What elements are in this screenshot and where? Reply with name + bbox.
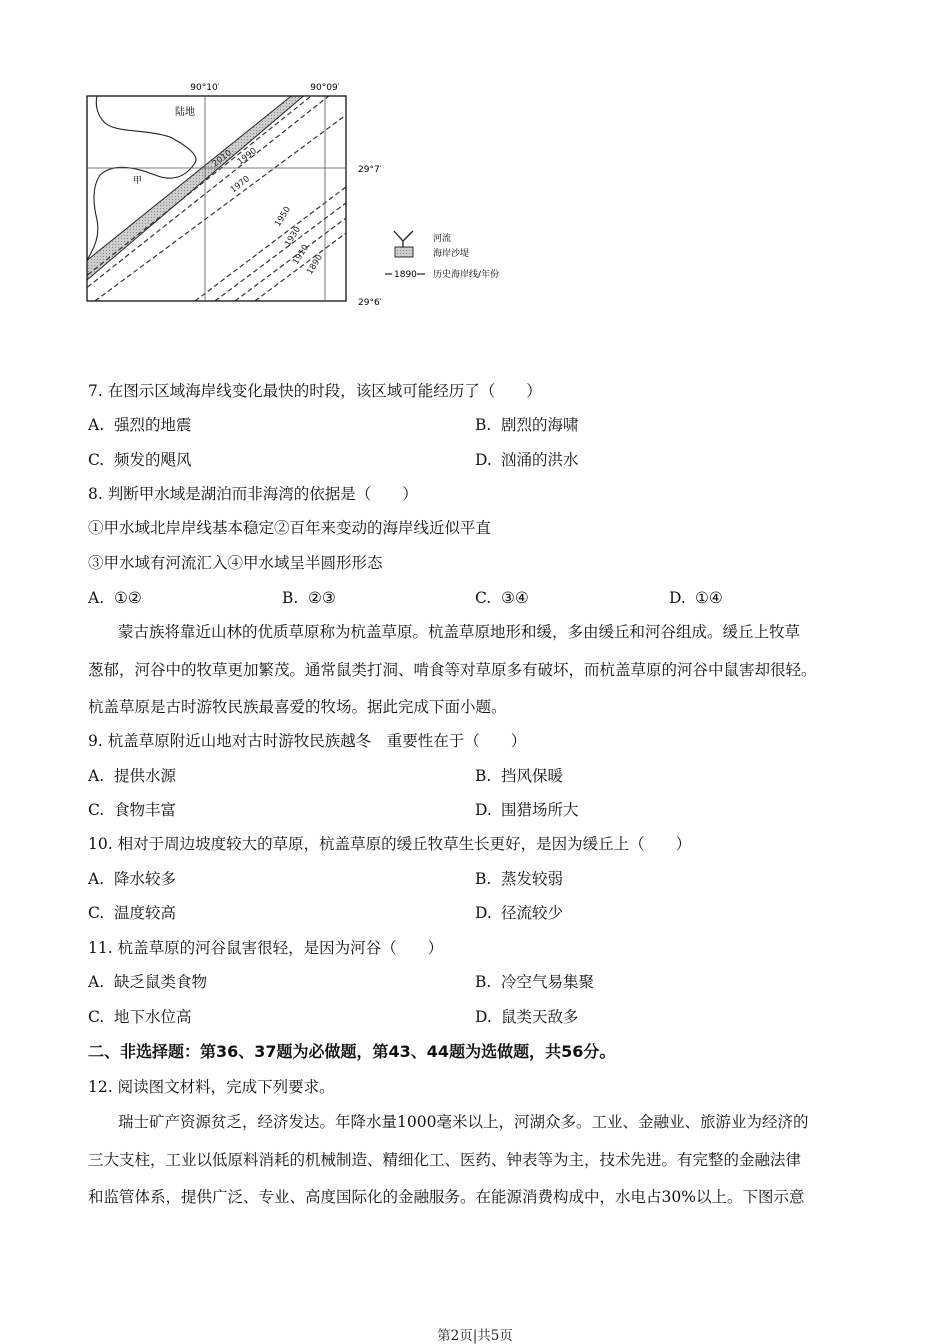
q8-option-b[interactable]	[282, 588, 336, 608]
option-text: ①④	[695, 589, 723, 607]
question-8-statements-1: ①甲水域北岸岸线基本稳定②百年来变动的海岸线近似平直	[88, 519, 492, 537]
lat-bottom-label: 29°6′	[358, 298, 382, 308]
q9-option-c[interactable]	[88, 800, 176, 820]
sandbar-icon	[395, 247, 413, 257]
year-label-1910: 1910	[291, 242, 312, 267]
q9-option-a[interactable]	[88, 766, 176, 786]
q10-option-c[interactable]	[88, 903, 176, 923]
sandbar	[75, 93, 307, 280]
year-label-1970: 1970	[228, 174, 252, 196]
lake-label: 甲	[133, 176, 143, 186]
option-letter: C.	[88, 1008, 105, 1026]
option-letter: B.	[475, 416, 492, 434]
option-letter: A.	[88, 870, 105, 888]
option-text: 径流较少	[501, 904, 564, 922]
land-label: 陆地	[175, 107, 195, 118]
option-text: 缺乏鼠类食物	[114, 973, 208, 991]
q7-option-a[interactable]	[88, 415, 192, 435]
option-text: 食物丰富	[114, 801, 177, 819]
option-text: ③④	[501, 589, 529, 607]
question-8-statements-2: ③甲水域有河流汇入④甲水域呈半圆形形态	[88, 554, 383, 572]
q9-option-d[interactable]	[475, 800, 579, 820]
q9-option-b[interactable]	[475, 766, 563, 786]
year-label-2010: 2010	[210, 148, 234, 170]
option-text: 鼠类天敌多	[501, 1008, 579, 1026]
option-text: ②③	[308, 589, 336, 607]
q11-option-c[interactable]	[88, 1007, 192, 1027]
legend-river-label: 河流	[433, 234, 452, 244]
q7-option-b[interactable]	[475, 415, 579, 435]
option-text: 汹涌的洪水	[501, 451, 579, 469]
q10-option-a[interactable]	[88, 869, 176, 889]
option-text: 地下水位高	[114, 1008, 192, 1026]
option-text: 蒸发较弱	[501, 870, 564, 888]
q12-passage-line-3: 和监管体系，提供广泛、专业、高度国际化的金融服务。在能源消费构成中，水电占30%以上。下图示意	[88, 1188, 805, 1206]
option-letter: C.	[88, 904, 105, 922]
q11-option-a[interactable]	[88, 972, 207, 992]
question-10-stem: 10. 相对于周边坡度较大的草原，杭盖草原的缓丘牧草生长更好，是因为缓丘上（ ）	[88, 835, 692, 853]
option-letter: A.	[88, 589, 105, 607]
question-12-stem: 12. 阅读图文材料，完成下列要求。	[88, 1078, 335, 1096]
legend-sandbar-label: 海岸沙堤	[433, 249, 470, 259]
option-letter: D.	[475, 1008, 492, 1026]
year-label-1950: 1950	[273, 204, 294, 229]
option-text: 剧烈的海啸	[501, 416, 579, 434]
passage-1-line-3: 杭盖草原是古时游牧民族最喜爱的牧场。据此完成下面小题。	[88, 698, 507, 716]
option-letter: C.	[475, 589, 492, 607]
map-legend	[385, 231, 499, 280]
river-icon	[394, 231, 413, 247]
question-9-stem: 9. 杭盖草原附近山地对古时游牧民族越冬 重要性在于（ ）	[88, 732, 527, 750]
option-letter: B.	[475, 870, 492, 888]
lat-top-label: 29°7′	[358, 165, 382, 175]
option-text: ①②	[114, 589, 142, 607]
passage-1-line-1: 蒙古族将靠近山林的优质草原称为杭盖草原。杭盖草原地形和缓，多由缓丘和河谷组成。缓丘上牧草	[118, 623, 801, 641]
lon-right-label: 90°09′	[310, 83, 340, 93]
page-footer: 第2页|共5页	[437, 1328, 513, 1344]
option-letter: A.	[88, 973, 105, 991]
q10-option-b[interactable]	[475, 869, 563, 889]
option-letter: D.	[669, 589, 686, 607]
q8-option-d[interactable]	[669, 588, 723, 608]
q8-option-a[interactable]	[88, 588, 142, 608]
option-letter: D.	[475, 904, 492, 922]
option-letter: A.	[88, 767, 105, 785]
question-8-stem: 8. 判断甲水域是湖泊而非海湾的依据是（ ）	[88, 485, 418, 503]
q10-option-d[interactable]	[475, 903, 563, 923]
option-text: 温度较高	[114, 904, 177, 922]
legend-shoreline-sample: 1890	[394, 270, 417, 280]
option-letter: A.	[88, 416, 105, 434]
option-letter: C.	[88, 801, 105, 819]
option-text: 围猎场所大	[501, 801, 579, 819]
question-11-stem: 11. 杭盖草原的河谷鼠害很轻，是因为河谷（ ）	[88, 939, 444, 957]
q11-option-b[interactable]	[475, 972, 594, 992]
section-2-heading: 二、非选择题：第36、37题为必做题，第43、44题为选做题，共56分。	[88, 1042, 616, 1061]
year-label-1890: 1890	[305, 252, 326, 277]
option-letter: D.	[475, 801, 492, 819]
option-letter: B.	[475, 973, 492, 991]
shoreline-map	[75, 75, 545, 310]
q8-option-c[interactable]	[475, 588, 529, 608]
option-text: 冷空气易集聚	[501, 973, 595, 991]
year-label-1990: 1990	[235, 146, 259, 168]
year-label-1930: 1930	[283, 224, 304, 249]
option-text: 降水较多	[114, 870, 177, 888]
option-text: 频发的飓风	[114, 451, 192, 469]
option-letter: B.	[475, 767, 492, 785]
option-letter: C.	[88, 451, 105, 469]
lon-left-label: 90°10′	[190, 83, 220, 93]
legend-shoreline-label: 历史海岸线/年份	[433, 270, 500, 280]
q12-passage-line-2: 三大支柱，工业以低原料消耗的机械制造、精细化工、医药、钟表等为主，技术先进。有完整的金融法律	[88, 1151, 802, 1169]
passage-1-line-2: 葱郁，河谷中的牧草更加繁茂。通常鼠类打洞、啃食等对草原多有破坏，而杭盖草原的河谷中鼠害却很轻。	[88, 661, 817, 679]
question-7-stem: 7. 在图示区域海岸线变化最快的时段，该区域可能经历了（ ）	[88, 382, 542, 400]
q7-option-c[interactable]	[88, 450, 192, 470]
option-text: 挡风保暖	[501, 767, 564, 785]
option-text: 强烈的地震	[114, 416, 192, 434]
shoreline-map-figure	[75, 75, 545, 310]
q11-option-d[interactable]	[475, 1007, 579, 1027]
q12-passage-line-1: 瑞士矿产资源贫乏，经济发达。年降水量1000毫米以上，河湖众多。工业、金融业、旅游业为经济的	[118, 1113, 809, 1131]
option-letter: D.	[475, 451, 492, 469]
option-letter: B.	[282, 589, 299, 607]
q7-option-d[interactable]	[475, 450, 579, 470]
option-text: 提供水源	[114, 767, 177, 785]
